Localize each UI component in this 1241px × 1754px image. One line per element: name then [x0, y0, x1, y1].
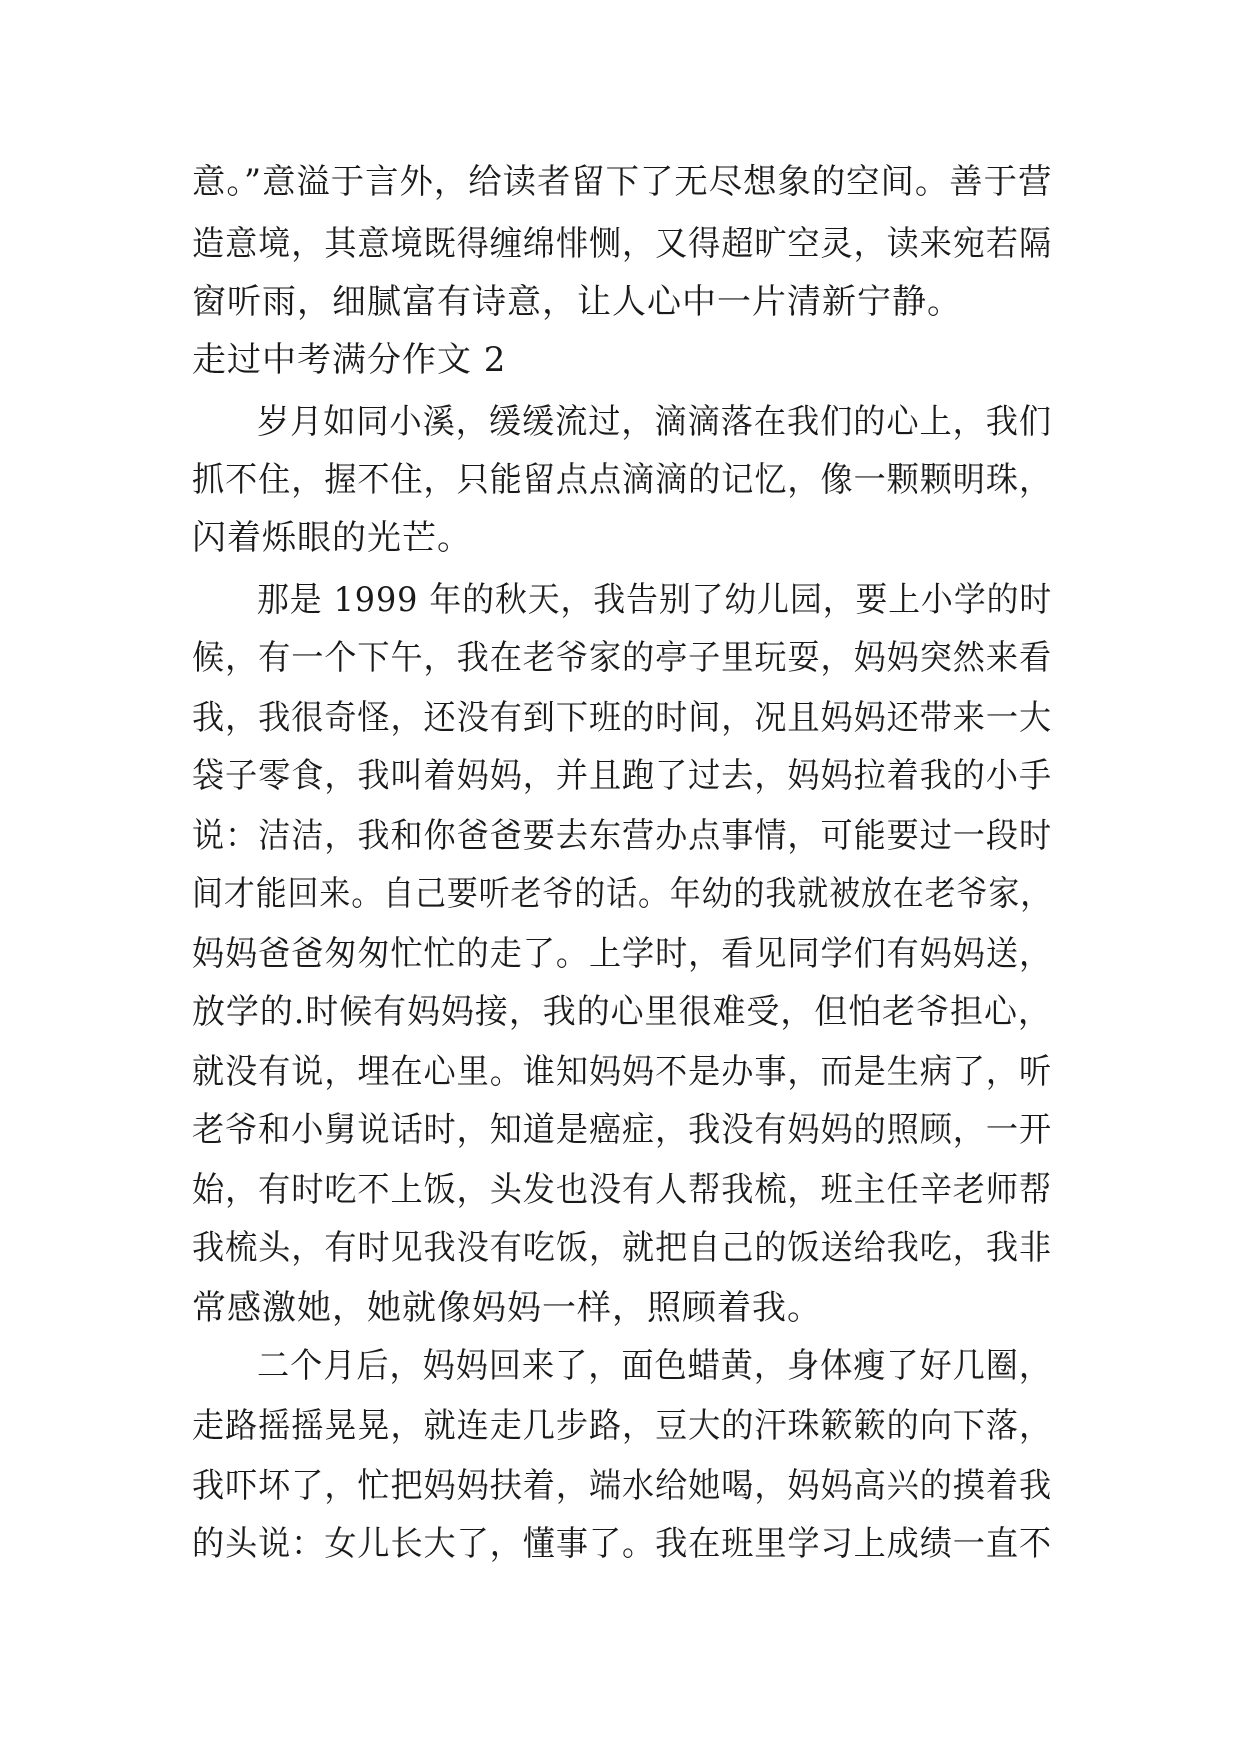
text-line: 间才能回来。自己要听老爷的话。年幼的我就被放在老爷家，	[192, 874, 1053, 914]
text-line: 就没有说，埋在心里。谁知妈妈不是办事，而是生病了，听	[192, 1052, 1053, 1092]
section-heading: 走过中考满分作文 2	[192, 340, 507, 380]
text-line: 我，我很奇怪，还没有到下班的时间，况且妈妈还带来一大	[192, 698, 1053, 738]
text-line: 我吓坏了，忙把妈妈扶着，端水给她喝，妈妈高兴的摸着我	[192, 1466, 1053, 1506]
text-line: 造意境，其意境既得缠绵悱恻，又得超旷空灵，读来宛若隔	[192, 224, 1053, 264]
text-line: 的头说：女儿长大了，懂事了。我在班里学习上成绩一直不	[192, 1524, 1053, 1564]
text-line: 妈妈爸爸匆匆忙忙的走了。上学时，看见同学们有妈妈送，	[192, 934, 1053, 974]
text-line: 说：洁洁，我和你爸爸要去东营办点事情，可能要过一段时	[192, 816, 1053, 856]
text-line: 候，有一个下午，我在老爷家的亭子里玩耍，妈妈突然来看	[192, 638, 1053, 678]
text-line: 走路摇摇晃晃，就连走几步路，豆大的汗珠簌簌的向下落，	[192, 1406, 1053, 1446]
text-line: 二个月后，妈妈回来了，面色蜡黄，身体瘦了好几圈，	[257, 1346, 1052, 1386]
text-line: 袋子零食，我叫着妈妈，并且跑了过去，妈妈拉着我的小手	[192, 756, 1053, 796]
text-line: 放学的.时候有妈妈接，我的心里很难受，但怕老爷担心，	[192, 992, 1052, 1032]
text-line: 窗听雨，细腻富有诗意，让人心中一片清新宁静。	[192, 282, 962, 322]
text-line: 岁月如同小溪，缓缓流过，滴滴落在我们的心上，我们	[257, 402, 1052, 442]
text-line: 始，有时吃不上饭，头发也没有人帮我梳，班主任辛老师帮	[192, 1170, 1053, 1210]
text-line: 意。”意溢于言外，给读者留下了无尽想象的空间。善于营	[192, 162, 1053, 202]
text-line: 常感激她，她就像妈妈一样，照顾着我。	[192, 1288, 822, 1328]
text-line: 闪着烁眼的光芒。	[192, 518, 472, 558]
text-line: 抓不住，握不住，只能留点点滴滴的记忆，像一颗颗明珠，	[192, 460, 1053, 500]
text-line: 老爷和小舅说话时，知道是癌症，我没有妈妈的照顾，一开	[192, 1110, 1053, 1150]
text-line: 那是 1999 年的秋天，我告别了幼儿园，要上小学的时	[257, 580, 1053, 620]
text-line: 我梳头，有时见我没有吃饭，就把自己的饭送给我吃，我非	[192, 1228, 1053, 1268]
